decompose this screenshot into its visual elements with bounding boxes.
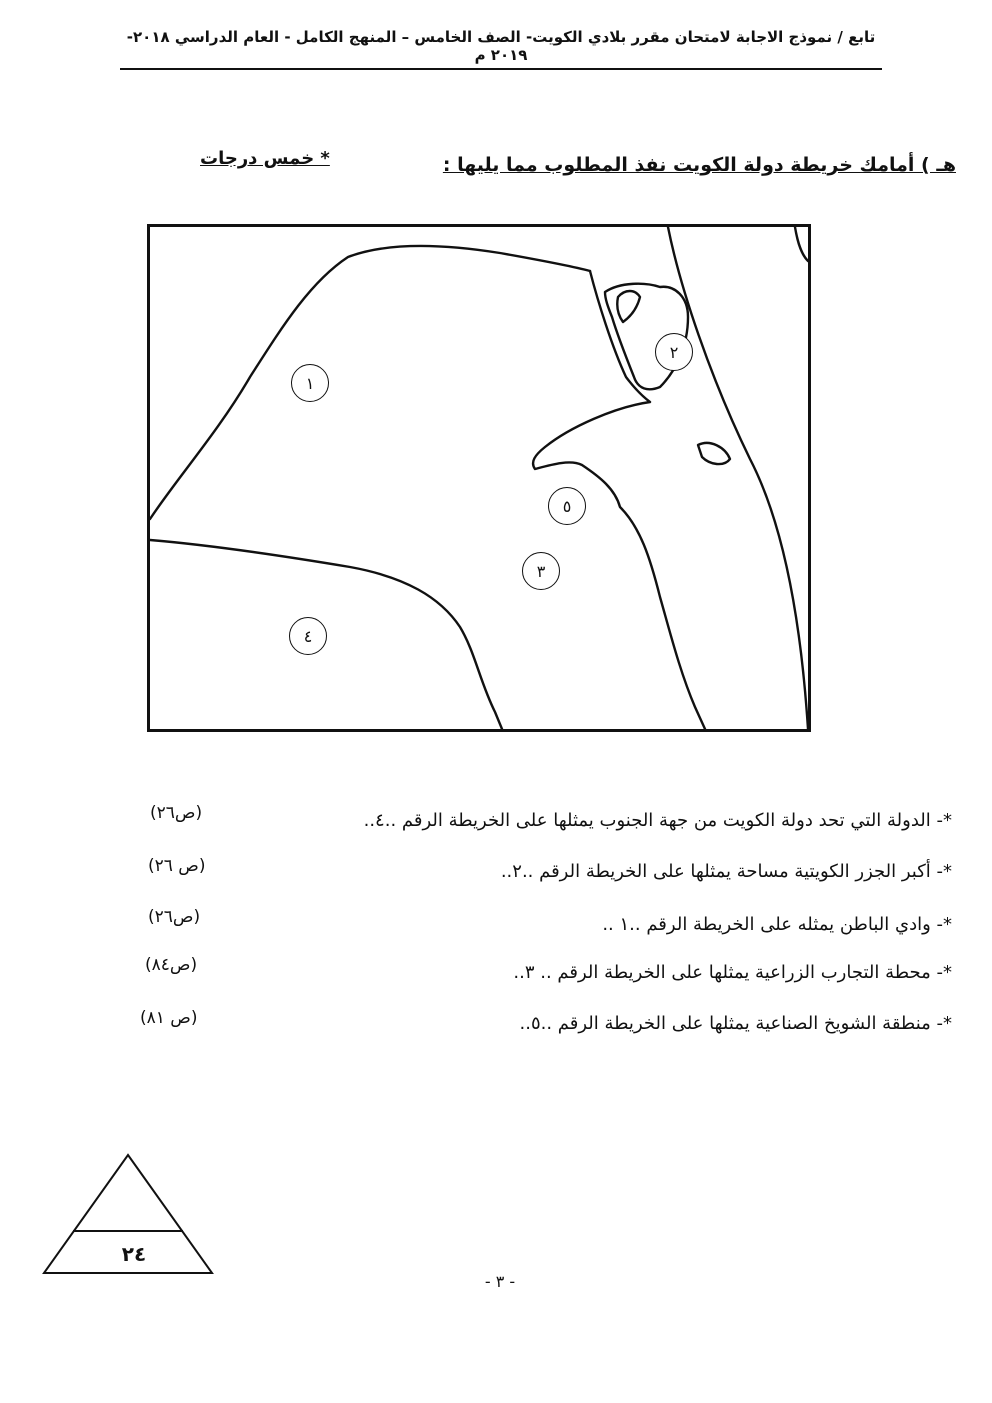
question-title: هـ ) أمامك خريطة دولة الكويت نفذ المطلوب مما يليها :: [442, 154, 956, 176]
question-marks: * خمس درجات: [200, 148, 330, 169]
answer-line-5: *- منطقة الشويخ الصناعية يمثلها على الخريطة الرقم ..٥..: [519, 1013, 952, 1034]
map-label-2: ٢: [655, 333, 693, 371]
answer-line-1: *- الدولة التي تحد دولة الكويت من جهة الجنوب يمثلها على الخريطة الرقم ..٤..: [363, 810, 952, 831]
north-west-border: [150, 246, 590, 519]
map-label-5: ٥: [548, 487, 586, 525]
page-ref-5: (ص ٨١): [140, 1008, 198, 1028]
score-value: ٢٤: [121, 1242, 147, 1266]
page-ref-2: (ص ٢٦): [148, 856, 206, 876]
map-label-1: ١: [291, 364, 329, 402]
shatt-edge: [795, 227, 808, 261]
map-outline-svg: [150, 227, 808, 729]
page-ref-3: (ص٢٦): [148, 907, 201, 927]
failaka-island: [698, 443, 730, 464]
answer-line-4: *- محطة التجارب الزراعية يمثلها على الخريطة الرقم .. ٣..: [513, 962, 952, 983]
upper-right-edge: [668, 227, 808, 729]
answer-line-3: *- وادي الباطن يمثله على الخريطة الرقم ..١ ..: [602, 914, 952, 935]
answer-line-2: *- أكبر الجزر الكويتية مساحة يمثلها على الخريطة الرقم ..٢..: [500, 861, 952, 882]
page-ref-1: (ص٢٦): [150, 803, 203, 823]
page-number: - ٣ -: [484, 1272, 516, 1291]
map-label-4: ٤: [289, 617, 327, 655]
page-header: تابع / نموذج الاجابة لامتحان مقرر بلادي الكويت- الصف الخامس – المنهج الكامل - العام الدراسي ٢٠١٨- ٢٠١٩ م: [120, 28, 882, 70]
island-detail: [617, 291, 640, 322]
map-label-3: ٣: [522, 552, 560, 590]
page-ref-4: (ص٨٤): [145, 955, 198, 975]
kuwait-map: [147, 224, 811, 732]
